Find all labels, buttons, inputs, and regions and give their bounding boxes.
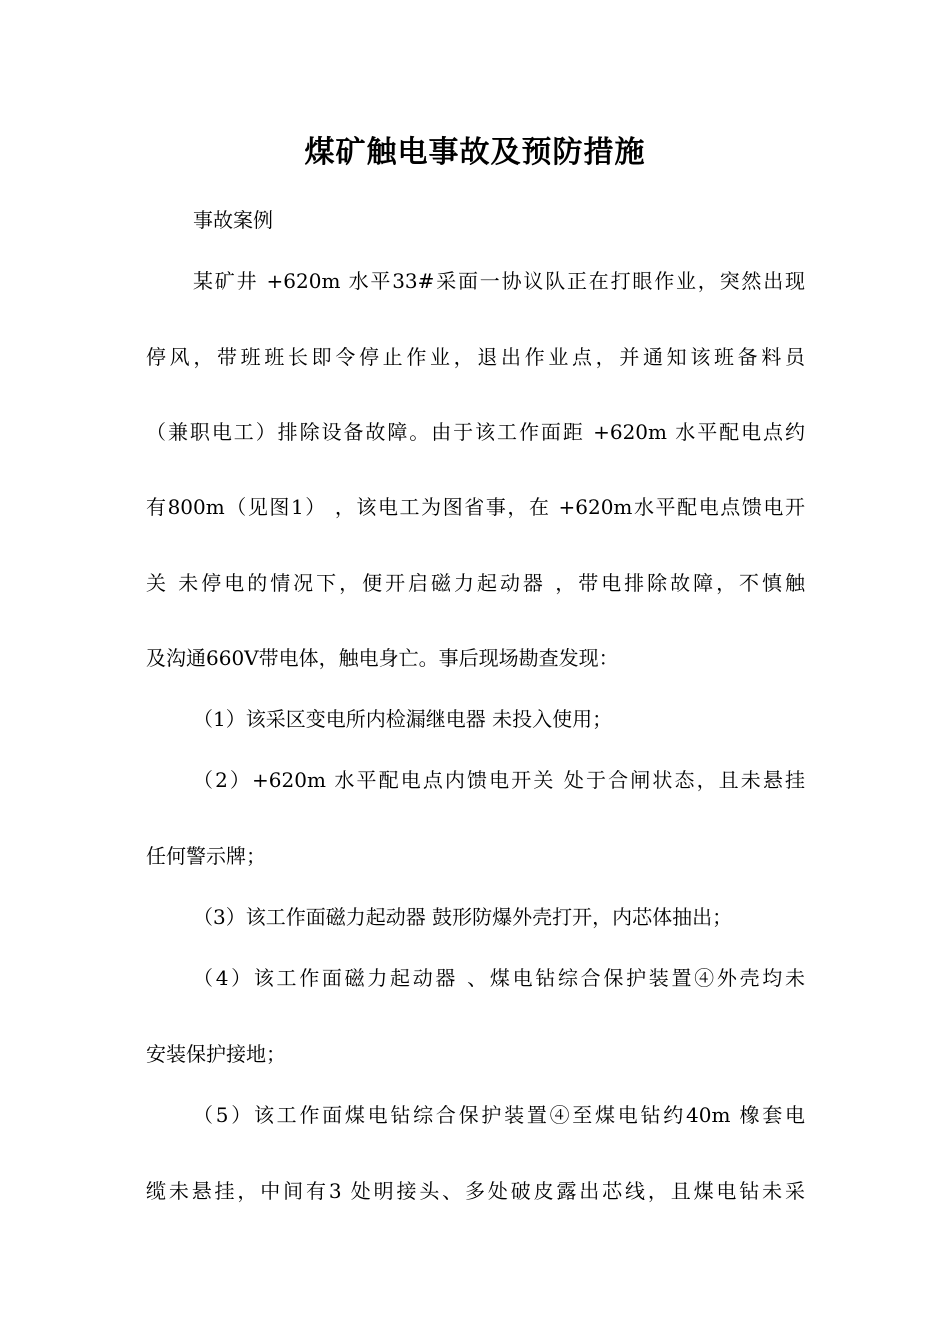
paragraph-line: （兼职电工）排除设备故障。由于该工作面距 +620m 水平配电点约 [146,420,805,444]
paragraph-line-section-heading: 事故案例 [193,208,273,232]
list-item-5: （5）该工作面煤电钻综合保护装置④至煤电钻约40m 橡套电 [193,1103,805,1127]
list-item-4: （4）该工作面磁力起动器 、煤电钻综合保护装置④外壳均未 [193,966,805,990]
paragraph-line: 停风，带班班长即令停止作业，退出作业点，并通知该班备料员 [146,345,805,369]
list-item-1: （1）该采区变电所内检漏继电器 未投入使用； [193,707,613,731]
document-title: 煤矿触电事故及预防措施 [304,135,646,170]
paragraph-line: 关 未停电的情况下，便开启磁力起动器 ，带电排除故障，不慎触 [146,571,805,595]
list-item-2: （2）+620m 水平配电点内馈电开关 处于合闸状态，且未悬挂 [193,768,805,792]
paragraph-line: 有800m（见图1） ，该电工为图省事，在 +620m水平配电点馈电开 [146,495,805,519]
paragraph-line: 某矿井 +620m 水平33#采面一协议队正在打眼作业，突然出现 [193,269,805,293]
list-item-5-continued: 缆未悬挂，中间有3 处明接头、多处破皮露出芯线，且煤电钻未采 [146,1179,805,1203]
list-item-3: （3）该工作面磁力起动器 鼓形防爆外壳打开，内芯体抽出； [193,905,733,929]
list-item-4-continued: 安装保护接地； [146,1042,286,1066]
paragraph-line: 及沟通660V带电体，触电身亡。事后现场勘查发现： [146,646,619,670]
list-item-2-continued: 任何警示牌； [146,844,266,868]
